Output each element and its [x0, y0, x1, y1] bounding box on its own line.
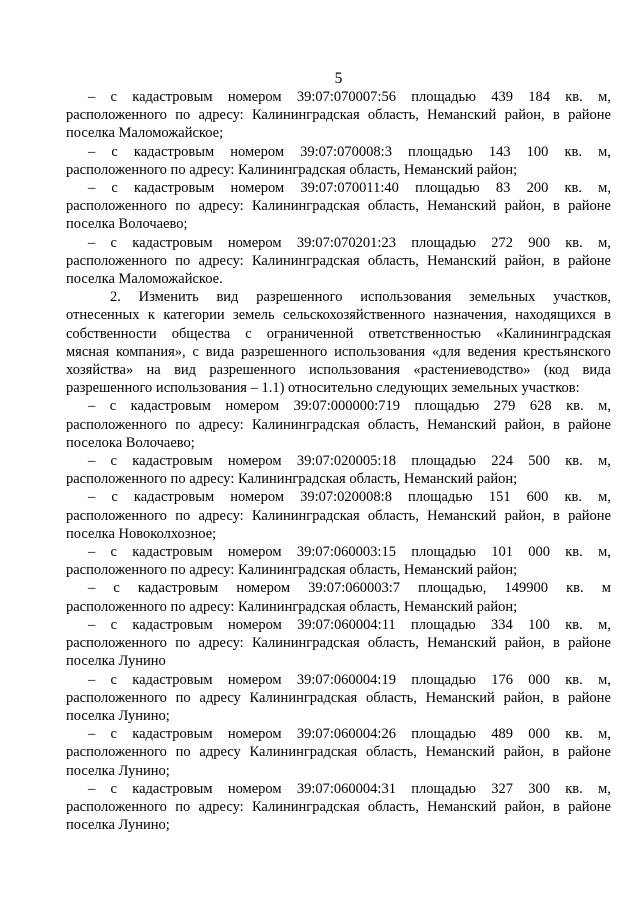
text-line: расположенного по адресу: Калининградская область, Неманский район, в районе	[66, 252, 611, 269]
document-page	[66, 70, 611, 834]
text-line: – с кадастровым номером 39:07:070011:40 площадью 83 200 кв. м,	[88, 180, 611, 197]
text-line: – с кадастровым номером 39:07:060003:15 площадью 101 000 кв. м,	[88, 544, 611, 561]
text-line: поселка Волочаево;	[66, 216, 188, 233]
list-item	[66, 488, 611, 543]
text-line: поселка Новоколхозное;	[66, 525, 217, 542]
text-line: расположенного по адресу: Калининградская область, Неманский район, в районе	[66, 198, 611, 215]
text-line: – с кадастровым номером 39:07:020008:8 площадью 151 600 кв. м,	[88, 489, 611, 506]
text-line: разрешенного использования – 1.1) относительно следующих земельных участков:	[66, 380, 580, 397]
text-line: – с кадастровым номером 39:07:060004:31 площадью 327 300 кв. м,	[88, 780, 611, 797]
text-line: собственности общества с ограниченной ответственностью «Калининградская	[66, 325, 611, 342]
text-line: – с кадастровым номером 39:07:060004:11 площадью 334 100 кв. м,	[88, 616, 611, 633]
text-line: отнесенных к категории земель сельскохозяйственного назначения, находящихся в	[66, 307, 611, 324]
text-line: расположенного по адресу: Калининградская область, Неманский район, в районе	[66, 107, 611, 124]
list-item	[66, 88, 611, 143]
list-item	[66, 397, 611, 452]
document-body	[66, 88, 611, 834]
list-item	[66, 543, 611, 579]
text-line: поселка Маломожайское;	[66, 125, 224, 142]
text-line: поселка Лунино;	[66, 817, 170, 834]
list-item	[66, 143, 611, 179]
text-line: – с кадастровым номером 39:07:070007:56 площадью 439 184 кв. м,	[88, 89, 611, 105]
text-line: расположенного по адресу: Калининградская область, Неманский район;	[66, 471, 518, 488]
text-line: расположенного по адресу: Калининградская область, Неманский район;	[66, 161, 518, 178]
text-line: расположенного по адресу Калининградская область, Неманский район, в районе	[66, 744, 611, 761]
list-item	[66, 579, 611, 615]
text-line: – с кадастровым номером 39:07:070008:3 площадью 143 100 кв. м,	[88, 143, 611, 160]
list-item	[66, 452, 611, 488]
text-line: поселока Волочаево;	[66, 434, 195, 451]
list-item	[66, 234, 611, 289]
text-line: расположенного по адресу: Калининградская область, Неманский район, в районе	[66, 798, 611, 815]
text-line: расположенного по адресу: Калининградская область, Неманский район, в районе	[66, 635, 611, 652]
list-item	[66, 616, 611, 671]
text-line: хозяйства» на вид разрешенного использования «растениеводство» (код вида	[66, 362, 611, 379]
text-line: 2. Изменить вид разрешенного использования земельных участков,	[110, 289, 611, 306]
text-line: мясная компания», с вида разрешенного использования «для ведения крестьянского	[66, 343, 611, 360]
text-line: – с кадастровым номером 39:07:060003:7 площадью, 149900 кв. м	[88, 580, 611, 597]
text-line: – с кадастровым номером 39:07:020005:18 площадью 224 500 кв. м,	[88, 453, 611, 470]
text-line: – с кадастровым номером 39:07:070201:23 площадью 272 900 кв. м,	[88, 234, 611, 251]
text-line: расположенного по адресу: Калининградская область, Неманский район;	[66, 562, 518, 579]
text-line: поселка Лунино	[66, 653, 166, 670]
text-line: расположенного по адресу: Калининградская область, Неманский район, в районе	[66, 416, 611, 433]
list-item	[66, 179, 611, 234]
text-line: – с кадастровым номером 39:07:060004:26 площадью 489 000 кв. м,	[88, 726, 611, 743]
numbered-paragraph	[66, 288, 611, 397]
text-line: поселка Лунино;	[66, 707, 170, 724]
page-number: 5	[334, 70, 343, 87]
list-item	[66, 780, 611, 835]
text-line: поселка Маломожайское.	[66, 271, 223, 288]
text-line: расположенного по адресу: Калининградская область, Неманский район;	[66, 598, 518, 615]
list-item	[66, 725, 611, 780]
text-line: поселка Лунино;	[66, 762, 170, 779]
text-line: – с кадастровым номером 39:07:000000:719 площадью 279 628 кв. м,	[88, 398, 611, 415]
text-line: – с кадастровым номером 39:07:060004:19 площадью 176 000 кв. м,	[88, 671, 611, 688]
text-line: расположенного по адресу: Калининградская область, Неманский район, в районе	[66, 507, 611, 524]
list-item	[66, 671, 611, 726]
text-line: расположенного по адресу Калининградская область, Неманский район, в районе	[66, 689, 611, 706]
